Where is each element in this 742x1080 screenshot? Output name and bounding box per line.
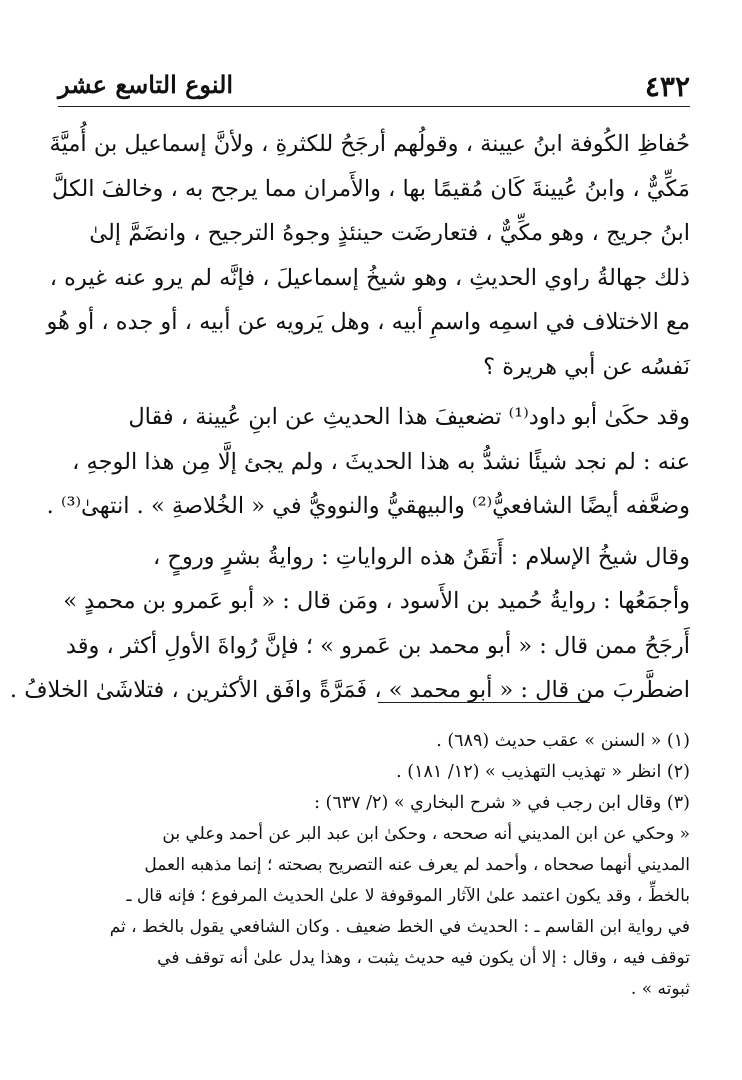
footnote-quote-line: المديني أنهما صححاه ، وأحمد لم يعرف عنه التصريح بصحته ؛ إنما مذهبه العمل — [144, 855, 690, 875]
text-line: مع الاختلاف في اسمِه واسمِ أبيه ، وهل يَرويه عن أبيه ، أو جده ، أو هُو — [46, 309, 690, 335]
footnote-quote-line: في رواية ابن القاسم ـ : الحديث في الخط ضعيف . وكان الشافعي يقول بالخط ، ثم — [109, 917, 690, 937]
text-line: وضعَّفه أيضًا الشافعيُّ⁽²⁾ والبيهقيُّ والنوويُّ في « الخُلاصةِ » . انتهىٰ⁽³⁾ . — [46, 493, 690, 519]
text-line: وقد حكَىٰ أبو داود⁽¹⁾ تضعيفَ هذا الحديثِ عن ابنِ عُيينة ، فقال — [128, 404, 690, 430]
text-line: حُفاظِ الكُوفة ابنُ عيينة ، وقولُهم أرجَحُ للكثرةِ ، ولأنَّ إسماعيل بن أُميَّةَ — [49, 131, 690, 157]
text-line: اضطَّربَ من قال : « أبو محمد » ، فَمَرَّةً وافَق الأكثرين ، فتلاشَىٰ الخلافُ . — [9, 677, 690, 703]
footnote-2: (٢) انظر « تهذيب التهذيب » (١٢/ ١٨١) . — [396, 762, 690, 782]
text-line: ابنُ جريج ، وهو مكِّيٌّ ، فتعارضَت حينئذٍ وجوهُ الترجيح ، وانضَمَّ إلىٰ — [89, 220, 690, 246]
text-line: نَفسُه عن أبي هريرة ؟ — [483, 353, 690, 380]
text-line: وأجمَعُها : روايةُ حُميد بن الأَسود ، ومَن قال : « أبو عَمرو بن محمدٍ » — [63, 588, 690, 614]
footnote-quote-line: ثبوته » . — [630, 979, 690, 999]
paragraph-3 — [9, 535, 690, 713]
running-title: النوع التاسع عشر — [58, 70, 234, 99]
footnote-quote-line: « وحكي عن ابن المديني أنه صححه ، وحكىٰ ابن عبد البر عن أحمد وعلي بن — [162, 824, 690, 844]
text-line: مَكِّيٌّ ، وابنُ عُيينةَ كَان مُقيمًا بها ، والأَمران مما يرجح به ، وخالفَ الكلَّ — [51, 175, 690, 202]
text-line: أَرجَحُ ممن قال : « أبو محمد بن عَمرو » ؛ فإنَّ رُواةَ الأولِ أكثر ، وقد — [65, 632, 690, 659]
text-line: وقال شيخُ الإسلام : أَتقَنُ هذه الرواياتِ : روايةُ بشرٍ وروحٍ ، — [153, 543, 690, 570]
footnote-3: (٣) وقال ابن رجب في « شرح البخاري » (٢/ ٦٣٧) : — [314, 793, 690, 813]
text-line: ذلك جهالةُ راوي الحديثِ ، وهو شيخُ إسماعيلَ ، فإنَّه لم يرو عنه غيره ، — [49, 264, 690, 291]
main-text — [9, 122, 690, 713]
footnote-separator — [378, 702, 590, 703]
paragraph-2 — [46, 395, 690, 529]
header-rule — [58, 106, 690, 107]
footnotes — [58, 726, 690, 1005]
footnote-quote-line: بالخطِّ ، وقد يكون اعتمد علىٰ الآثار الموقوفة لا علىٰ الحديث المرفوع ؛ فإنه قال ـ — [126, 886, 690, 906]
page-header — [58, 66, 690, 106]
text-line: عنه : لم نجد شيئًا نشدُّ به هذا الحديثَ ، ولم يجئ إلَّا مِن هذا الوجهِ ، — [72, 448, 690, 475]
footnote-quote-line: توقف فيه ، وقال : إلا أن يكون فيه حديث يثبت ، وهذا يدل علىٰ أنه توقف في — [157, 948, 690, 968]
footnote-1: (١) « السنن » عقب حديث (٦٨٩) . — [436, 731, 690, 751]
page-number: ٤٣٢ — [644, 70, 690, 103]
paragraph-1 — [46, 122, 690, 389]
